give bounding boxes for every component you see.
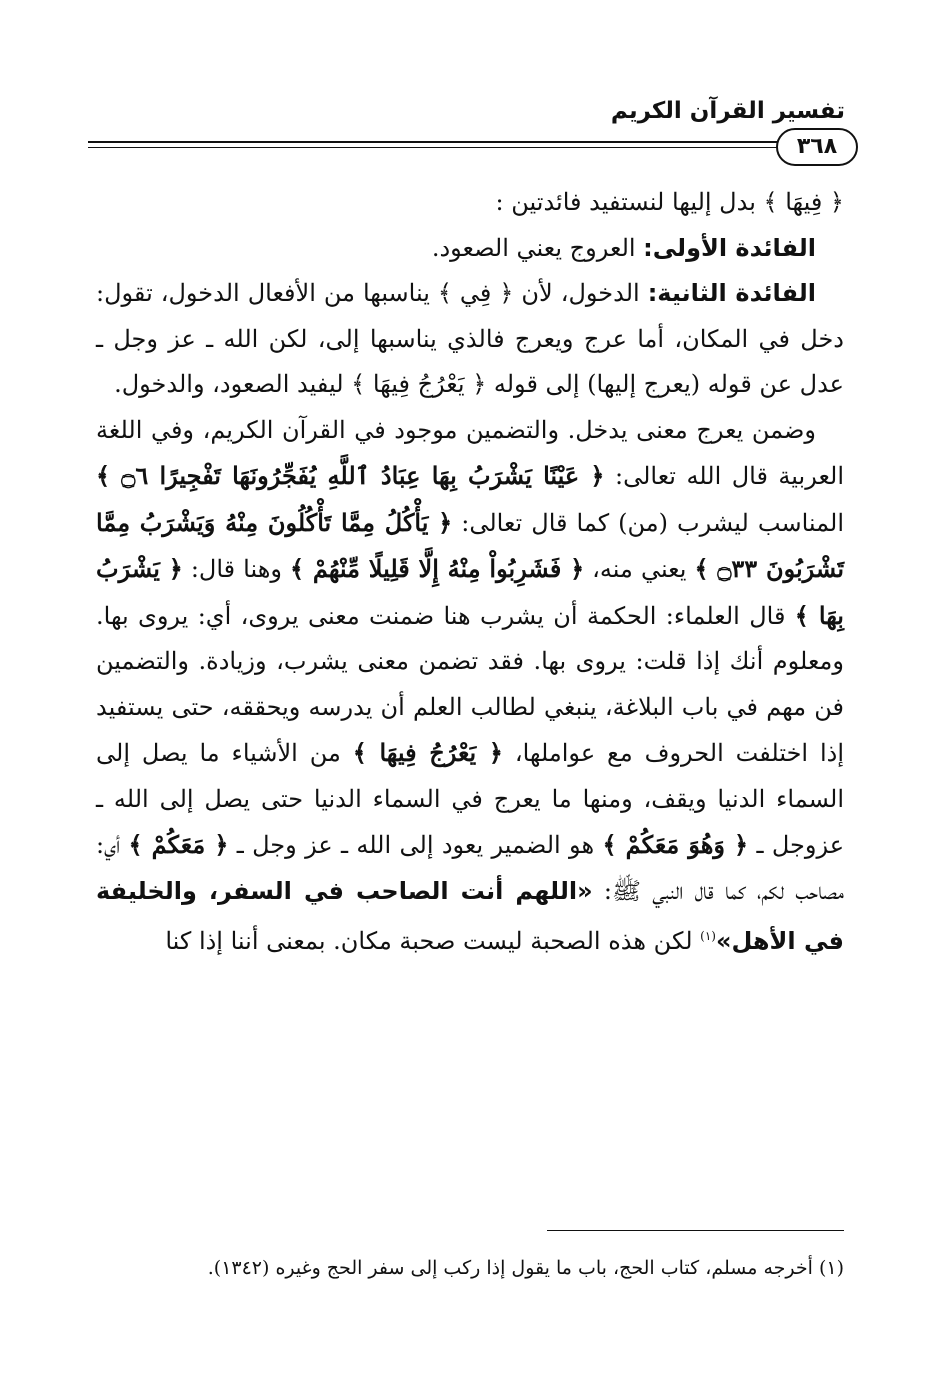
header-rule — [88, 141, 778, 143]
text-segment: هو الضمير يعود إلى الله ـ عز وجل ـ — [228, 831, 603, 859]
running-title: تفسير القرآن الكريم — [610, 98, 845, 124]
footnote-rule — [547, 1230, 844, 1231]
benefit-one-text: العروج يعني الصعود. — [431, 233, 644, 262]
quran-verse: ﴿ يَشْرَبُ بِهَا ﴾ — [96, 554, 844, 630]
text-segment: أي: مصاحب لكم، كما قال النبي ﷺ: — [96, 831, 845, 905]
hadith-quote: «اللهم أنت الصاحب في السفر، والخليفة في الأهل» — [96, 876, 844, 955]
quran-verse: ﴿ يَأْكُلُ مِمَّا تَأْكُلُونَ مِنْهُ وَيَشْرَبُ مِمَّا تَشْرَبُونَ ۝٣٣ ﴾ — [96, 507, 844, 583]
text-segment: وضمن يعرج معنى يدخل. والتضمين موجود في القرآن الكريم، وفي اللغة العربية قال الله تعالى: — [96, 415, 845, 490]
paragraph-benefit-one — [96, 226, 844, 272]
footnote: (١) أخرجه مسلم، كتاب الحج، باب ما يقول إذا ركب إلى سفر الحج وغيره (١٣٤٢). — [207, 1257, 844, 1279]
page-number: ٣٦٨ — [776, 128, 858, 166]
text-segment: المناسب ليشرب (من) كما قال تعالى: — [452, 508, 844, 537]
quran-verse: ﴿ يَعْرُجُ فِيهَا ﴾ — [352, 738, 503, 767]
footnote-reference: (١) — [700, 929, 716, 943]
paragraph-benefit-two — [96, 271, 844, 408]
paragraph-tadmin — [96, 408, 844, 965]
text-segment: من الأشياء ما يصل إلى السماء الدنيا ويقف، ومنها ما يعرج في السماء الدنيا حتى يصل إلى الله ـ عزوجل ـ — [96, 739, 845, 859]
text-segment: لكن هذه الصحبة ليست صحبة مكان. بمعنى أننا إذا كنا — [165, 927, 701, 955]
benefit-two-heading: الفائدة الثانية: — [647, 279, 816, 307]
header-rule-thin — [88, 147, 778, 148]
quran-verse: ﴿ مَعَكُمْ ﴾ — [128, 830, 229, 859]
text-segment: قال العلماء: الحكمة أن يشرب هنا ضمنت معنى يروى، أي: يروى بها. ومعلوم أنك إذا قلت: يروى بها. فقد تضمن معنى يشرب، وزيادة. والتضمين فن مهم في باب البلاغة، ينبغي لطالب العلم أن يدرسه ويحققه، حتى يستفيد إذا اختلفت الحروف مع عواملها، — [96, 601, 845, 767]
quran-verse: ﴿ عَيْنًا يَشْرَبُ بِهَا عِبَادُ ٱللَّهِ يُفَجِّرُونَهَا تَفْجِيرًا ۝٦ ﴾ — [96, 461, 605, 490]
quran-verse: ﴿ فَشَرِبُواْ مِنْهُ إِلَّا قَلِيلًا مِّنْهُمْ ﴾ — [290, 554, 585, 583]
benefit-two-text: الدخول، لأن ﴿ فِي ﴾ يناسبها من الأفعال الدخول، تقول: دخل في المكان، أما عرج ويعرج فالذي يناسبها إلى، لكن الله ـ عز وجل ـ عدل عن قوله (يعرج إليها) إلى قوله ﴿ يَعْرُجُ فِيهَا ﴾ ليفيد الصعود، والدخول. — [96, 279, 844, 398]
quran-verse: ﴿ وَهُوَ مَعَكُمْ ﴾ — [602, 830, 749, 859]
text-segment: وهنا قال: — [182, 555, 291, 583]
main-text — [96, 180, 844, 965]
benefit-one-heading: الفائدة الأولى: — [643, 233, 816, 262]
opening-line: ﴿ فِيهَا ﴾ بدل إليها لنستفيد فائدتين : — [495, 188, 844, 216]
text-segment: يعني منه، — [584, 555, 695, 583]
